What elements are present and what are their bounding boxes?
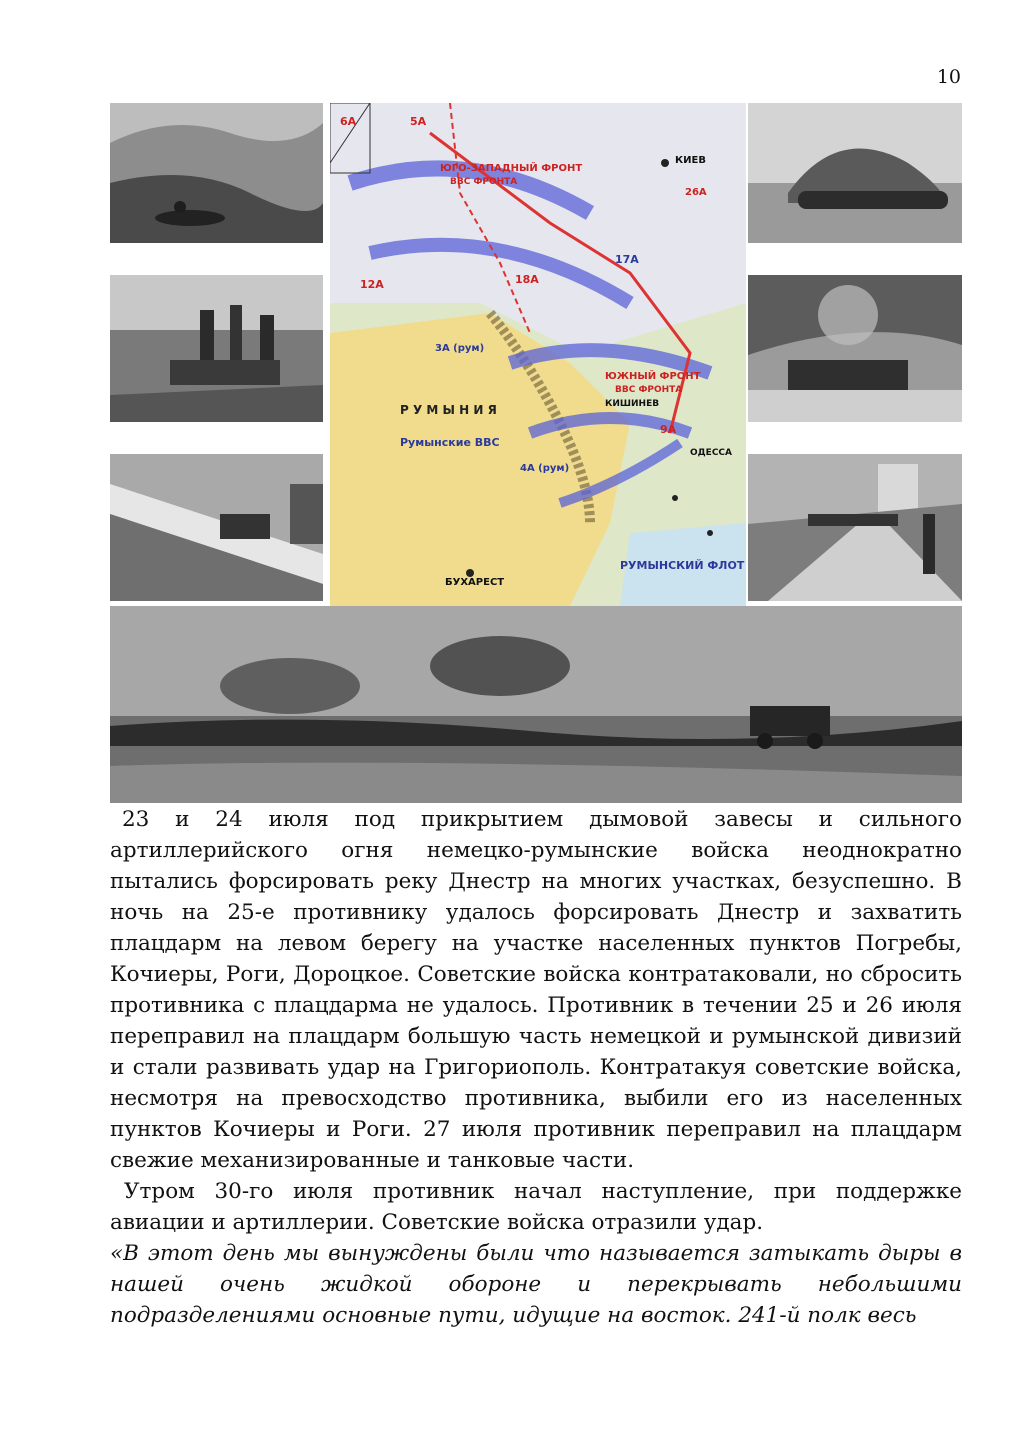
military-map <box>330 103 746 606</box>
photo-burning-tank <box>748 275 962 422</box>
map-label-vvs-sw: ВВС ФРОНТА <box>450 177 518 187</box>
paragraph-2: Утром 30-го июля противник начал наступление, при поддержке авиации и артиллерии. Советские войска отразили удар. <box>110 1179 962 1235</box>
map-label-romanian-vvs: Румынские ВВС <box>400 436 500 449</box>
photo-artillery-crew <box>110 275 323 422</box>
map-label-army-3a: 3А (рум) <box>435 343 485 354</box>
photo-soldiers-hillside <box>110 103 323 243</box>
photo-bridge-gun <box>110 454 323 601</box>
map-label-army-9a: 9А <box>660 423 677 436</box>
map-label-army-5a: 5А <box>410 115 427 128</box>
map-label-kiev: КИЕВ <box>675 155 706 166</box>
map-label-kishinev: КИШИНЕВ <box>605 399 660 409</box>
map-label-bucharest: БУХАРЕСТ <box>445 577 505 588</box>
map-label-army-17a: 17А <box>615 253 639 266</box>
map-label-odessa: ОДЕССА <box>690 448 732 458</box>
map-label-army-6a: 6А <box>340 115 357 128</box>
photo-camouflaged-tank <box>748 103 962 243</box>
photo-refugees-field <box>110 606 962 803</box>
map-label-fleet: РУМЫНСКИЙ ФЛОТ <box>620 559 745 572</box>
paragraph-1: 23 и 24 июля под прикрытием дымовой завесы и сильного артиллерийского огня немецко-румынские войска неоднократно пытались форсировать реку Днестр на многих участках, безуспешно. В ночь на 25-е противнику удалось форсировать Днестр и захватить плацдарм на левом берегу на участке населенных пунктов Погребы, Кочиеры, Роги, Дороцкое. Советские войска контратаковали, но сбросить противника с плацдарма не удалось. Противник в течении 25 и 26 июля переправил на плацдарм большую часть немецкой и румынской дивизий и стали развивать удар на Григориополь. Контратакуя советские войска, несмотря на превосходство противника, выбили его из населенных пунктов Кочиеры и Роги. 27 июля противник переправил на плацдарм свежие механизированные и танковые части. <box>110 807 962 1173</box>
page-number: 10 <box>936 66 961 88</box>
map-label-romania: Р У М Ы Н И Я <box>400 403 497 417</box>
map-label-vvs-s: ВВС ФРОНТА <box>615 385 683 395</box>
body-text <box>110 804 962 1331</box>
map-label-army-4a: 4А (рум) <box>520 463 570 474</box>
map-label-front-s: ЮЖНЫЙ ФРОНТ <box>605 371 701 382</box>
quote-paragraph: «В этот день мы вынуждены были что называется затыкать дыры в нашей очень жидкой обороне и перекрывать небольшими подразделениями основные пути, идущие на восток. 241-й полк весь <box>110 1241 962 1328</box>
map-label-army-12a: 12А <box>360 278 384 291</box>
photo-street-column <box>748 454 962 601</box>
map-label-army-18a: 18А <box>515 273 539 286</box>
map-label-front-sw: ЮГО-ЗАПАДНЫЙ ФРОНТ <box>440 163 583 174</box>
map-label-army-26a: 26А <box>685 187 707 198</box>
photo-collage <box>110 103 962 803</box>
